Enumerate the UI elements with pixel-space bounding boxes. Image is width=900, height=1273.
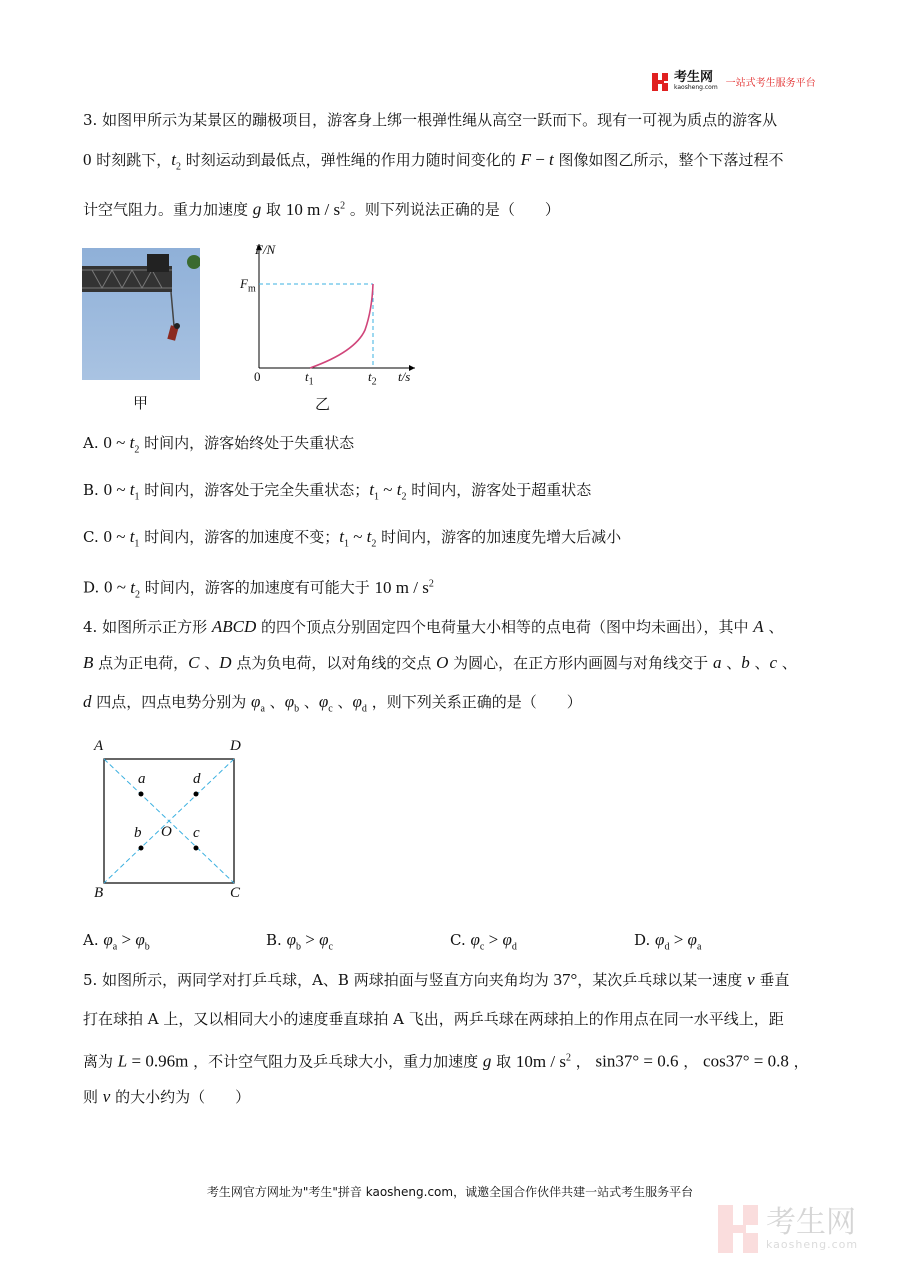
text-segment: ，则下列关系正确的是（ ） (366, 693, 582, 711)
text-segment: ， (570, 1052, 596, 1071)
math-text: a (712, 653, 722, 672)
math-text: φ (687, 930, 697, 949)
logo-name: 考生网 (674, 70, 714, 85)
watermark-name: 考生网 (766, 1204, 856, 1240)
text-segment: 、 (763, 618, 784, 636)
text-segment: 、 (332, 693, 353, 711)
math-variable (352, 692, 367, 715)
q3-line (83, 150, 784, 177)
math-variable (83, 653, 93, 672)
math-expression (127, 1052, 188, 1071)
math-text: > (117, 930, 136, 949)
math-text: 10 m / s (285, 199, 341, 219)
math-variable (396, 480, 407, 503)
math-variable (770, 653, 778, 672)
subscript: b (144, 941, 150, 953)
text-segment: 。则下列说法正确的是（ ） (345, 200, 560, 219)
math-variable (130, 577, 140, 601)
math-variable (747, 970, 755, 989)
math-text: D (219, 653, 232, 672)
text-segment: 图像如图乙所示，整个下落过程不 (553, 151, 784, 169)
math-expression (703, 1052, 789, 1071)
math-text: 10m / s (515, 1051, 566, 1071)
q3-option-d[interactable] (83, 574, 434, 605)
text-segment: D. (634, 931, 656, 949)
subscript: a (696, 941, 702, 953)
subscript: a (112, 941, 118, 953)
text-segment: ， (678, 1052, 704, 1071)
math-variable (129, 433, 140, 456)
label-c: c (193, 825, 200, 841)
math-text: t (396, 480, 402, 499)
math-variable (129, 527, 140, 550)
math-text: − (530, 150, 550, 169)
text-segment: 点为正电荷， (93, 654, 189, 672)
subscript: b (294, 703, 300, 715)
math-variable (103, 930, 118, 953)
math-expression (117, 930, 135, 949)
text-segment: 则 (83, 1088, 103, 1106)
text-segment: 5. 如图所示，两同学对打乒乓球，A、B 两球拍面与竖直方向夹角均为 (83, 971, 554, 989)
math-text: 10 m / s (374, 577, 429, 597)
q5-line (83, 1087, 250, 1107)
text-segment: ，某次乒乓球以某一速度 (577, 971, 748, 989)
math-text: 0 ~ (103, 433, 130, 452)
text-segment: 时刻运动到最低点，弹性绳的作用力随时间变化的 (181, 151, 521, 169)
math-text: sin37° = 0.6 (595, 1051, 679, 1071)
math-expression (349, 527, 367, 546)
math-text: v (102, 1087, 111, 1106)
math-text: B (83, 653, 94, 672)
math-expression (379, 480, 397, 499)
math-text: φ (286, 930, 296, 949)
subscript: d (511, 941, 517, 953)
math-text: ~ (348, 527, 367, 546)
subscript: 2 (371, 538, 377, 550)
math-text: t (369, 480, 375, 499)
math-expression (596, 1052, 679, 1071)
text-segment: 计空气阻力。重力加速度 (83, 200, 253, 219)
fm-label: $F_m$ (240, 276, 256, 295)
math-variable (212, 617, 256, 636)
text-segment: 取 (261, 200, 286, 219)
text-segment: 打在球拍 A 上，又以相同大小的速度垂直球拍 A 飞出，两乒乓球在两球拍上的作用点在同一水平线上，距 (83, 1010, 784, 1028)
subscript: d (361, 703, 367, 715)
square-abcd-figure (100, 755, 240, 890)
text-segment: 时间内，游客的加速度有可能大于 (139, 578, 375, 597)
math-expression (553, 970, 577, 989)
y-axis-label: F/N (255, 242, 276, 257)
subscript: 2 (134, 589, 140, 601)
math-variable (286, 930, 301, 953)
math-text: t (549, 150, 554, 169)
math-text: 0 ~ (103, 480, 130, 499)
subscript: 1 (134, 491, 140, 503)
text-segment: 时刻跳下， (91, 151, 172, 169)
math-variable (521, 150, 531, 169)
text-segment: 时间内，游客处于超重状态 (406, 481, 592, 499)
q3-line (83, 196, 560, 220)
q5-line (83, 970, 789, 990)
math-text: > (484, 930, 503, 949)
text-segment: 3. 如图甲所示为某景区的蹦极项目，游客身上绑一根弹性绳从高空一跃而下。现有一可视为质点的游客从 (83, 111, 778, 129)
math-text: C (188, 653, 200, 672)
q3-option-a[interactable] (83, 433, 354, 460)
text-segment: 的四个顶点分别固定四个电荷量大小相等的点电荷（图中均未画出），其中 (256, 618, 754, 636)
math-text: g (482, 1051, 492, 1071)
math-variable (171, 150, 182, 173)
math-variable (318, 692, 333, 715)
text-segment: 、 (721, 654, 742, 672)
math-variable (251, 692, 265, 715)
photo-caption: 甲 (133, 394, 149, 412)
graph-caption: 乙 (315, 395, 331, 413)
text-segment: C. (450, 931, 471, 949)
math-text: 0 (83, 150, 92, 169)
math-text: A (753, 617, 764, 636)
label-O: O (161, 824, 172, 840)
vertex-D: D (230, 738, 241, 754)
text-segment: 垂直 (754, 971, 790, 989)
text-segment: 离为 (83, 1052, 118, 1071)
math-text: φ (284, 692, 295, 711)
q4-line (83, 617, 783, 637)
text-segment: A. (83, 931, 104, 949)
math-variable (188, 653, 199, 672)
text-segment: 的大小约为（ ） (110, 1088, 251, 1106)
math-expression (286, 200, 345, 219)
q5-line (83, 1048, 809, 1072)
math-text: > (300, 930, 320, 949)
vertex-A: A (94, 738, 104, 754)
math-variable (118, 1052, 127, 1071)
label-d: d (193, 771, 201, 787)
supscript: 2 (565, 1052, 571, 1063)
point-d (194, 792, 199, 797)
math-variable (470, 930, 485, 953)
math-expression (516, 1052, 571, 1071)
math-expression (484, 930, 502, 949)
subscript: a (260, 703, 265, 715)
text-segment: 、 (299, 693, 319, 711)
watermark-url: kaosheng.com (766, 1237, 859, 1251)
math-variable (436, 653, 448, 672)
x-axis-label: t/s (398, 369, 411, 384)
math-expression (375, 578, 434, 597)
q4-option-a[interactable] (83, 930, 150, 952)
math-variable (83, 692, 92, 711)
text-segment: B. (266, 931, 287, 949)
subscript: c (328, 941, 333, 953)
math-text: φ (319, 930, 329, 949)
math-text: t (171, 150, 177, 169)
t2-label: $t_2$ (368, 369, 377, 388)
text-segment: 、 (264, 693, 285, 711)
text-segment: 取 (491, 1052, 516, 1071)
math-text: b (741, 653, 750, 672)
math-text: 37° (553, 970, 578, 989)
text-segment: 、 (199, 654, 220, 672)
subscript: 2 (134, 444, 140, 456)
math-variable (655, 930, 670, 953)
text-segment: 为圆心，在正方形内画圆与对角线交于 (448, 654, 713, 672)
math-text: φ (502, 930, 512, 949)
supscript: 2 (340, 200, 346, 211)
text-segment: ， (788, 1052, 809, 1071)
math-text: 0 ~ (103, 527, 130, 546)
math-variable (502, 930, 517, 953)
math-text: t (129, 480, 135, 499)
bungee-photo-illustration (82, 248, 200, 380)
q4-option-b[interactable] (266, 930, 333, 952)
text-segment: C. (83, 528, 104, 546)
math-text: φ (318, 692, 329, 711)
math-text: F (520, 150, 531, 169)
t1-label: $t_1$ (305, 369, 314, 388)
subscript: c (328, 703, 333, 715)
math-text: d (83, 692, 92, 711)
label-b: b (134, 825, 142, 841)
text-segment: 时间内，游客的加速度先增大后减小 (376, 528, 622, 546)
text-segment: B. (83, 481, 104, 499)
subscript: 1 (374, 491, 380, 503)
text-segment: 4. 如图所示正方形 (83, 618, 212, 636)
math-text: t (129, 527, 135, 546)
point-b (139, 846, 144, 851)
subscript: b (295, 941, 301, 953)
math-variable (219, 653, 231, 672)
text-segment: A. (83, 434, 104, 452)
watermark (718, 1205, 858, 1253)
math-text: φ (352, 692, 362, 711)
q4-line (83, 653, 797, 673)
math-text: ABCD (211, 617, 257, 636)
site-header-logo (652, 72, 816, 91)
subscript: 2 (176, 161, 182, 173)
math-variable (339, 527, 349, 550)
logo-icon (652, 73, 668, 91)
footer-text: 考生网官方网址为"考生"拼音 kaosheng.com，诚邀全国合作伙伴共建一站式考生服务平台 (206, 1185, 694, 1199)
text-segment: 点为负电荷，以对角线的交点 (231, 654, 437, 672)
math-text: ~ (379, 480, 397, 499)
math-variable (366, 527, 377, 550)
q4-option-c[interactable] (450, 930, 517, 952)
text-segment: 、 (749, 654, 770, 672)
math-expression (103, 527, 129, 546)
subscript: d (664, 941, 670, 953)
math-expression (104, 578, 130, 597)
text-segment: 时间内，游客处于完全失重状态； (139, 481, 370, 499)
point-c (194, 846, 199, 851)
text-segment: 四点，四点电势分别为 (91, 693, 252, 711)
q4-option-d[interactable] (634, 930, 701, 952)
math-text: O (436, 653, 449, 672)
math-expression (531, 150, 549, 169)
force-curve (310, 284, 373, 368)
bungee-photo (82, 248, 200, 380)
math-text: φ (655, 930, 665, 949)
q3-option-b[interactable] (83, 480, 591, 507)
math-text: cos37° = 0.8 (703, 1051, 789, 1071)
math-expression (669, 930, 687, 949)
math-text: L (117, 1051, 128, 1071)
math-variable (135, 930, 150, 953)
math-variable (129, 480, 140, 503)
math-variable (253, 200, 262, 219)
math-text: φ (103, 930, 113, 949)
origin-label: 0 (254, 369, 261, 384)
math-variable (687, 930, 702, 953)
header-slogan: 一站式考生服务平台 (725, 78, 816, 89)
math-text: φ (135, 930, 145, 949)
q3-option-c[interactable] (83, 527, 621, 554)
math-text: φ (470, 930, 480, 949)
math-text: g (252, 199, 262, 219)
vertex-B: B (94, 885, 104, 901)
math-text: t (130, 577, 135, 597)
math-text: t (366, 527, 372, 546)
text-segment: ，不计空气阻力及乒乓球大小，重力加速度 (188, 1052, 483, 1071)
math-expression (103, 433, 129, 452)
watermark-logo-icon (718, 1205, 758, 1253)
vertex-C: C (230, 885, 241, 901)
text-segment: 、 (777, 654, 797, 672)
subscript: 2 (401, 491, 407, 503)
subscript: c (479, 941, 485, 953)
math-expression (83, 150, 92, 169)
math-text: φ (251, 692, 261, 711)
text-segment: 时间内，游客的加速度不变； (139, 528, 340, 546)
logo-url: kaosheng.com (674, 84, 718, 91)
text-segment: 时间内，游客始终处于失重状态 (139, 434, 355, 452)
q5-line (83, 1009, 784, 1029)
subscript: 1 (343, 538, 349, 550)
math-expression (301, 930, 319, 949)
force-time-graph (235, 240, 425, 390)
math-text: v (747, 970, 755, 989)
subscript: 1 (134, 538, 140, 550)
label-a: a (138, 771, 146, 787)
math-text: > (669, 930, 688, 949)
text-segment: D. (83, 578, 105, 597)
math-text: t (129, 433, 135, 452)
math-variable (753, 617, 763, 636)
math-text: 0 ~ (104, 577, 131, 597)
supscript: 2 (428, 578, 434, 589)
q4-line (83, 692, 582, 719)
math-text: c (769, 653, 778, 672)
math-text: t (339, 527, 344, 546)
math-text: = 0.96m (127, 1051, 189, 1071)
math-variable (741, 653, 750, 672)
point-a (139, 792, 144, 797)
math-expression (104, 480, 130, 499)
math-variable (319, 930, 333, 953)
math-variable (284, 692, 300, 715)
q3-line (83, 110, 777, 130)
math-variable (369, 480, 380, 503)
